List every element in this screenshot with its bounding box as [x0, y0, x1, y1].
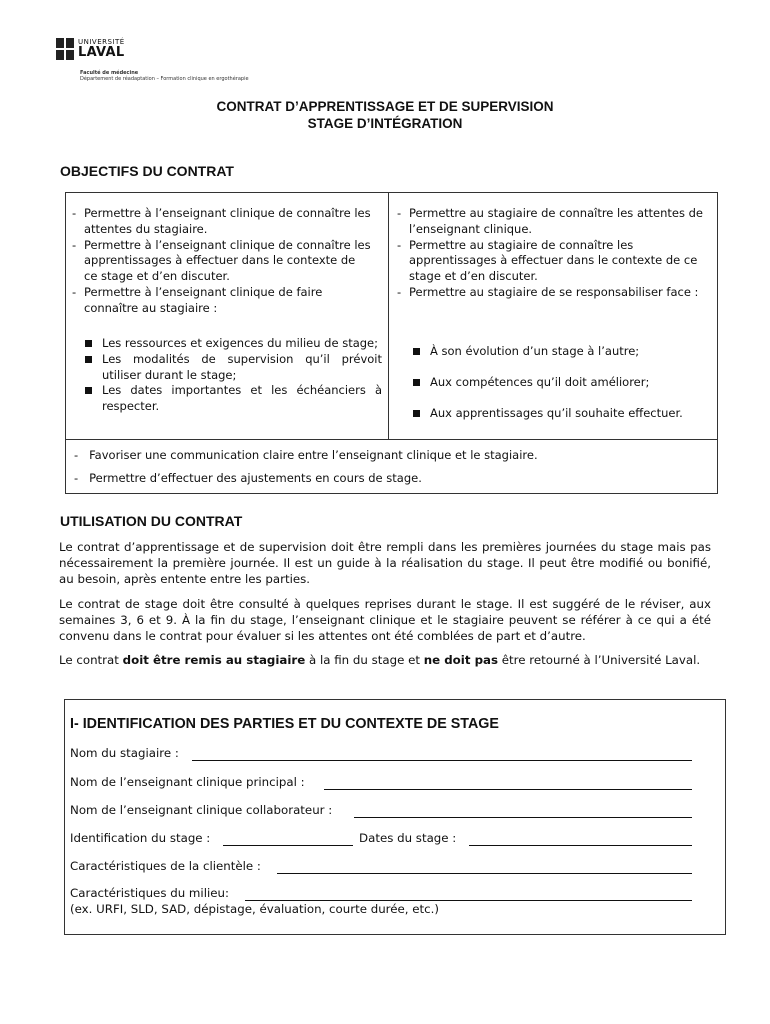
left-objective-item: - Permettre à l’enseignant clinique de connaître les attentes du stagiaire. — [72, 206, 372, 238]
bottom-objective-item: - Permettre d’effectuer des ajustements en cours de stage. — [74, 471, 422, 485]
identification-section — [64, 699, 726, 935]
university-logo — [56, 36, 146, 62]
right-bullet-item: Aux compétences qu’il doit améliorer; — [410, 367, 710, 398]
left-bullet-item: Les ressources et exigences du milieu de stage; — [82, 336, 382, 352]
clientele-label: Caractéristiques de la clientèle : — [70, 859, 261, 873]
logo-university-text: UNIVERSITÉ — [78, 38, 125, 46]
objectives-table — [65, 192, 718, 494]
table-column-divider — [388, 193, 389, 439]
right-objectives — [397, 206, 709, 301]
right-bullet-item: Aux apprentissages qu’il souhaite effectuer. — [410, 398, 710, 429]
usage-paragraph-3: Le contrat doit être remis au stagiaire à la fin du stage et ne doit pas être retourné à l’Université Laval. — [59, 653, 701, 667]
right-objective-item: - Permettre au stagiaire de se responsabiliser face : — [397, 285, 709, 301]
title-line-1: CONTRAT D’APPRENTISSAGE ET DE SUPERVISION — [216, 99, 554, 114]
right-bullet-item: À son évolution d’un stage à l’autre; — [410, 336, 710, 367]
collaborator-teacher-field[interactable] — [354, 817, 692, 818]
faculty-name — [80, 70, 249, 82]
usage-heading: UTILISATION DU CONTRAT — [60, 513, 243, 529]
bottom-objective-item: - Favoriser une communication claire entre l’enseignant clinique et le stagiaire. — [74, 448, 538, 462]
principal-teacher-field[interactable] — [324, 789, 692, 790]
stage-dates-field[interactable] — [469, 845, 692, 846]
milieu-label: Caractéristiques du milieu: — [70, 886, 229, 900]
clientele-field[interactable] — [277, 873, 692, 874]
left-bullet-list — [82, 336, 382, 415]
faculty-line-2: Département de réadaptation – Formation clinique en ergothérapie — [80, 76, 249, 82]
faculty-line-1: Faculté de médecine — [80, 70, 139, 76]
logo-laval-text: LAVAL — [78, 45, 125, 60]
logo-grid-icon — [56, 38, 74, 60]
document-title — [0, 98, 770, 132]
student-name-field[interactable] — [192, 760, 692, 761]
stage-dates-label: Dates du stage : — [359, 831, 457, 845]
milieu-field[interactable] — [245, 900, 692, 901]
usage-paragraph-2: Le contrat de stage doit être consulté à quelques reprises durant le stage. Il est suggéré de le réviser, aux semaines 3, 6 et 9. À la fin du stage, l’enseignant clinique et le stagiaire peuvent se référer à ce qui a été convenu dans le contrat pour évaluer si les attentes ont été comblées de part et d’autre. — [59, 597, 711, 643]
stage-id-label: Identification du stage : — [70, 831, 211, 845]
collaborator-teacher-label: Nom de l’enseignant clinique collaborateur : — [70, 803, 333, 817]
stage-id-field[interactable] — [223, 845, 353, 846]
objectives-heading: OBJECTIFS DU CONTRAT — [60, 163, 234, 179]
identification-heading: I- IDENTIFICATION DES PARTIES ET DU CONTEXTE DE STAGE — [70, 716, 499, 732]
title-line-2: STAGE D’INTÉGRATION — [307, 116, 463, 131]
student-name-label: Nom du stagiaire : — [70, 746, 179, 760]
left-objectives — [72, 206, 372, 317]
left-bullet-item: Les modalités de supervision qu’il prévoit utiliser durant le stage; — [82, 352, 382, 384]
principal-teacher-label: Nom de l’enseignant clinique principal : — [70, 775, 305, 789]
right-bullet-list — [410, 336, 710, 429]
milieu-example: (ex. URFI, SLD, SAD, dépistage, évaluation, courte durée, etc.) — [70, 902, 439, 916]
left-objective-item: - Permettre à l’enseignant clinique de connaître les apprentissages à effectuer dans le contexte de ce stage et d’en discuter. — [72, 238, 372, 285]
right-objective-item: - Permettre au stagiaire de connaître les apprentissages à effectuer dans le contexte de ce stage et d’en discuter. — [397, 238, 709, 285]
left-bullet-item: Les dates importantes et les échéanciers à respecter. — [82, 383, 382, 415]
right-objective-item: - Permettre au stagiaire de connaître les attentes de l’enseignant clinique. — [397, 206, 709, 238]
table-row-divider — [66, 439, 717, 440]
usage-paragraph-1: Le contrat d’apprentissage et de supervision doit être rempli dans les premières journées du stage mais pas nécessairement la première journée. Il est un guide à la réalisation du stage. Il peut être modifié ou bonifié, au besoin, après entente entre les parties. — [59, 540, 711, 586]
left-objective-item: - Permettre à l’enseignant clinique de faire connaître au stagiaire : — [72, 285, 372, 317]
